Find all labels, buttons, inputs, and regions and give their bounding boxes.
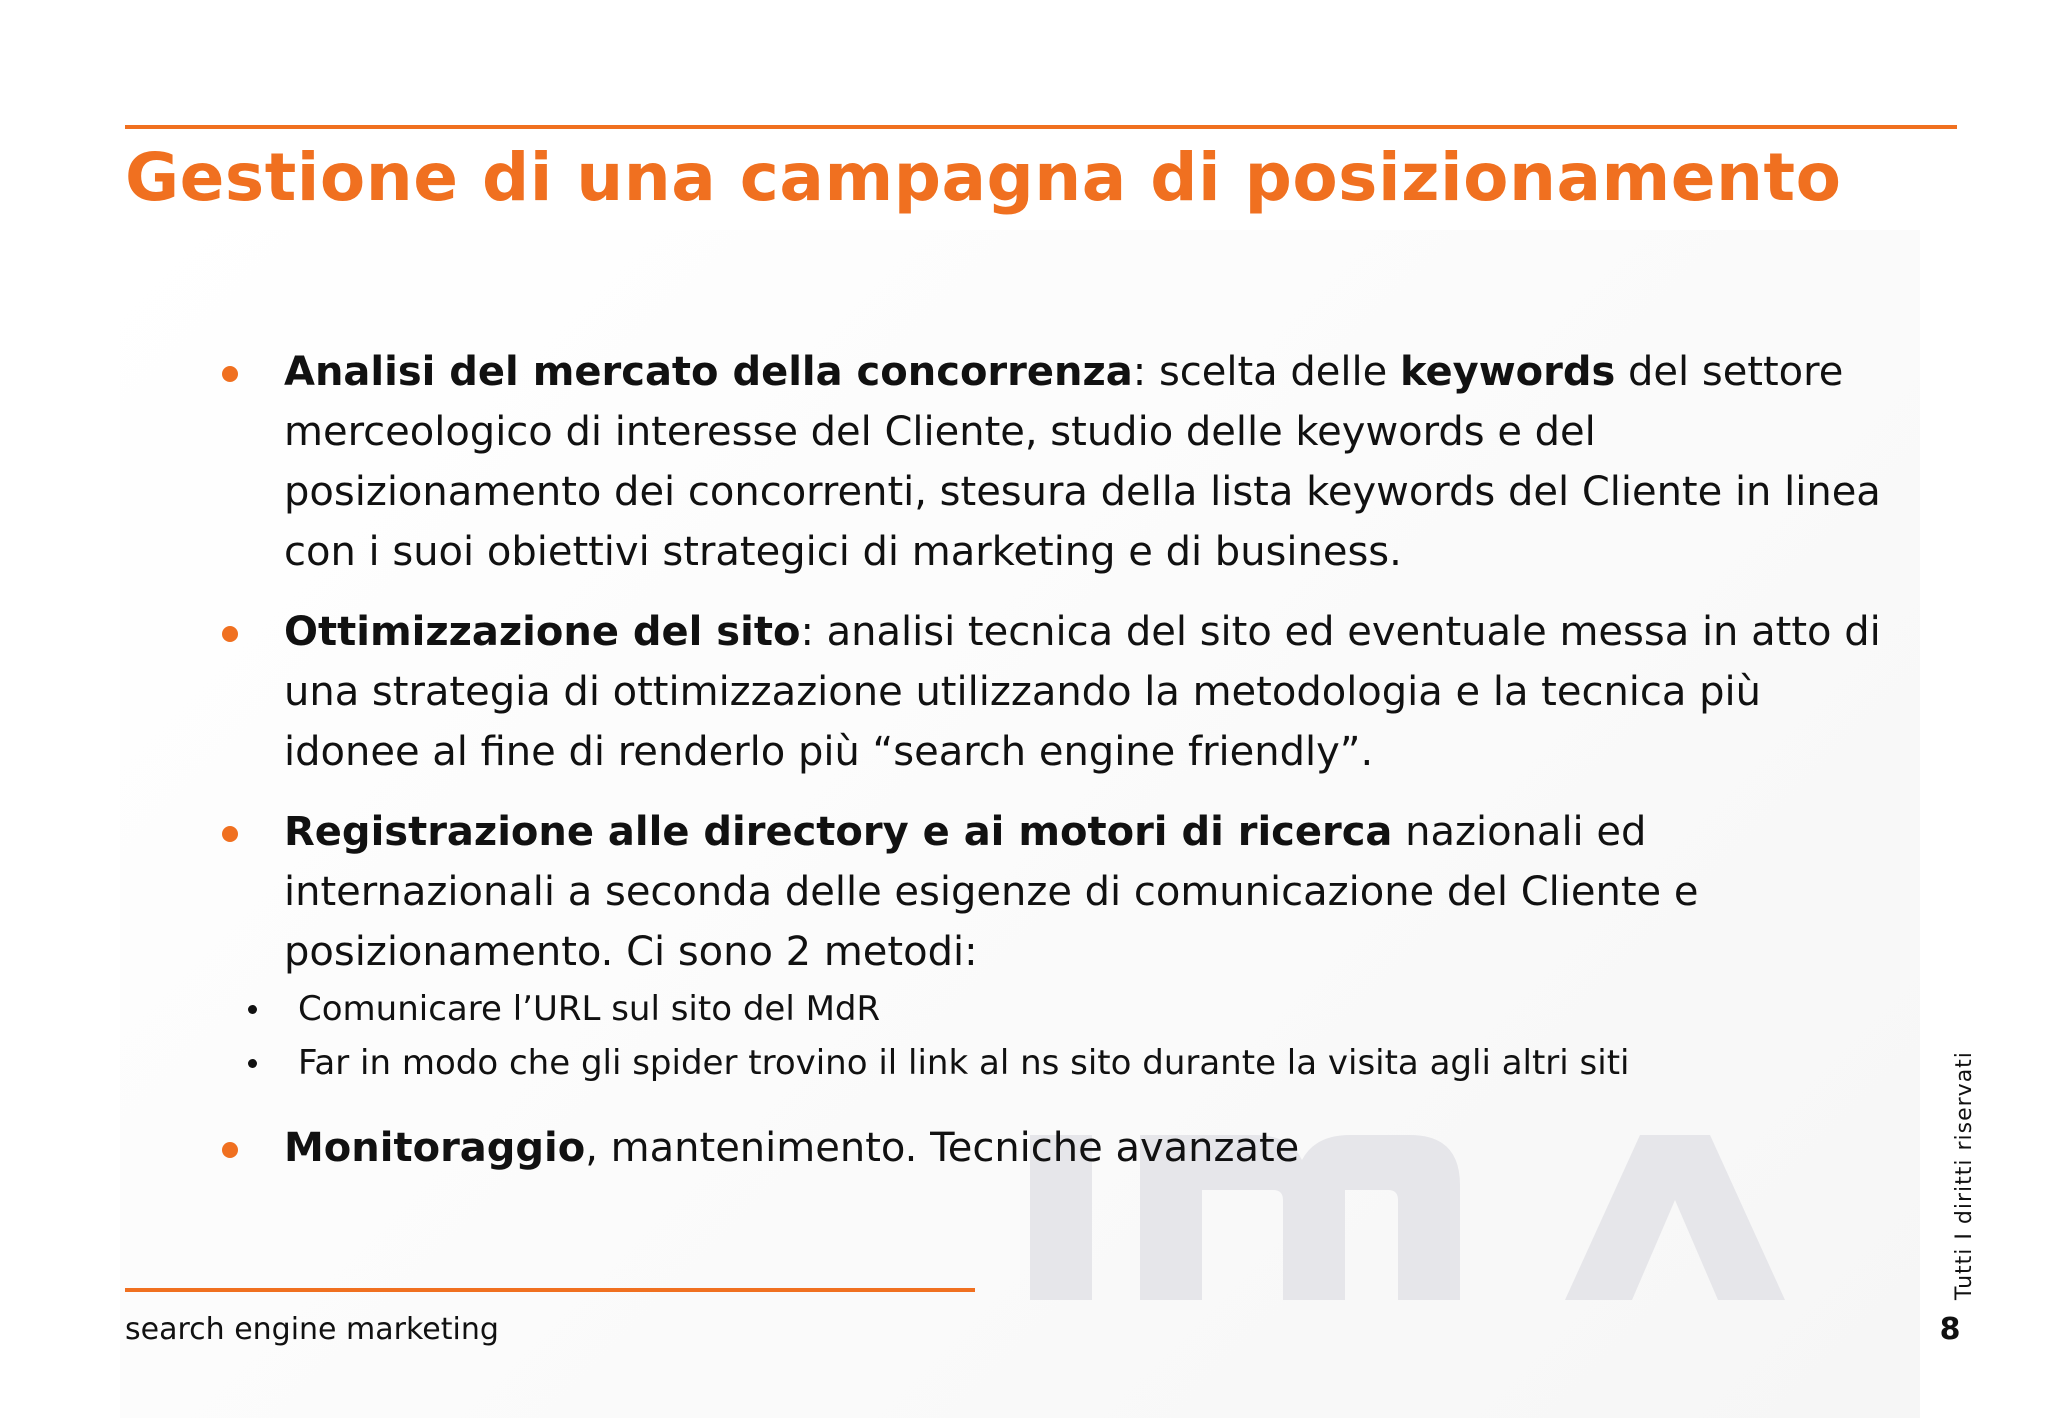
bullet-heading: Ottimizzazione del sito: [284, 609, 801, 655]
bullet-item: [210, 602, 1890, 782]
footer-rule: [125, 1288, 975, 1292]
rights-notice: Tutti I diritti riservati: [1952, 1051, 1977, 1300]
sub-bullet-text: Far in modo che gli spider trovino il link al ns sito durante la visita agli altri siti: [298, 1043, 1630, 1083]
bullet-heading: Registrazione alle directory e ai motori di ricerca: [284, 809, 1393, 855]
bullet-text: , mantenimento. Tecniche avanzate: [585, 1125, 1300, 1171]
sub-bullet-list: [210, 982, 1890, 1090]
sub-bullet-dot-icon: [248, 1059, 257, 1068]
bullet-list: [210, 342, 1890, 1198]
bullet-dot-icon: [222, 366, 238, 382]
bullet-dot-icon: [222, 626, 238, 642]
bullet-dot-icon: [222, 826, 238, 842]
bullet-text: del settore merceologico di interesse del Cliente, studio delle keywords e del posizionamento dei concorrenti, stesura della lista keywords del Cliente in linea con i suoi obiettivi strategici di marketing e di business.: [284, 349, 1881, 575]
sub-bullet-item: [210, 982, 1890, 1036]
sub-bullet-dot-icon: [248, 1005, 257, 1014]
bullet-text: : scelta delle: [1132, 349, 1400, 395]
bullet-dot-icon: [222, 1142, 238, 1158]
bullet-item: [210, 1118, 1890, 1178]
footer-text: search engine marketing: [125, 1312, 499, 1347]
slide-title: Gestione di una campagna di posizionamento: [125, 139, 1842, 216]
page-number: 8: [1939, 1312, 1961, 1347]
bullet-text: nazionali ed internazionali a seconda delle esigenze di comunicazione del Cliente e posizionamento. Ci sono 2 metodi:: [284, 809, 1699, 975]
bullet-item: [210, 342, 1890, 582]
bullet-text: : analisi tecnica del sito ed eventuale messa in atto di una strategia di ottimizzazione utilizzando la metodologia e la tecnica più idonee al fine di renderlo più “search engine friendly”.: [284, 609, 1881, 775]
bullet-keyword: keywords: [1399, 349, 1616, 395]
bullet-heading: Analisi del mercato della concorrenza: [284, 349, 1133, 395]
title-top-rule: [125, 125, 1957, 129]
bullet-item: [210, 802, 1890, 1090]
bullet-heading: Monitoraggio: [284, 1125, 586, 1171]
sub-bullet-text: Comunicare l’URL sul sito del MdR: [298, 989, 881, 1029]
sub-bullet-item: [210, 1036, 1890, 1090]
